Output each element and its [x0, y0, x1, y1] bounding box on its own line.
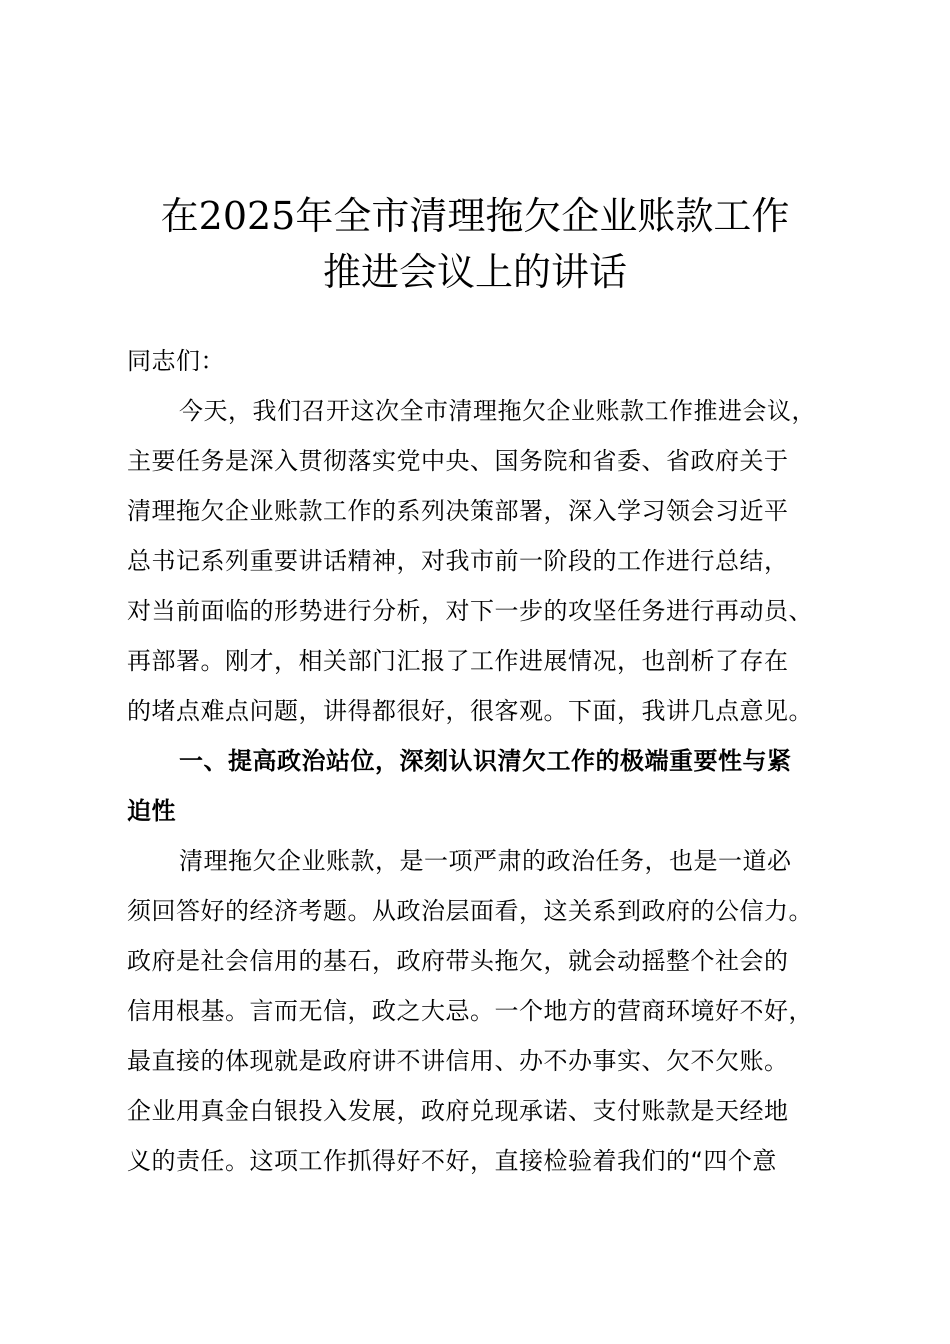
- paragraph-line: 对当前面临的形势进行分析，对下一步的攻坚任务进行再动员、: [127, 597, 813, 625]
- paragraph-line: 义的责任。这项工作抓得好不好，直接检验着我们的“四个意: [127, 1147, 777, 1175]
- speech-body: [127, 336, 850, 1186]
- paragraph-line: 的堵点难点问题，讲得都很好，很客观。下面，我讲几点意见。: [127, 697, 813, 725]
- paragraph-line: 须回答好的经济考题。从政治层面看，这关系到政府的公信力。: [127, 897, 813, 925]
- title-line-1: 在2025年全市清理拖欠企业账款工作: [160, 194, 790, 238]
- paragraph-line: 清理拖欠企业账款工作的系列决策部署，深入学习领会习近平: [127, 497, 789, 525]
- paragraph-line: 清理拖欠企业账款，是一项严肃的政治任务，也是一道必: [179, 847, 792, 875]
- section-heading-line: 一、提高政治站位，深刻认识清欠工作的极端重要性与紧: [179, 747, 792, 775]
- section-heading-line: 迫性: [127, 797, 176, 825]
- paragraph-line: 信用根基。言而无信，政之大忌。一个地方的营商环境好不好，: [127, 997, 813, 1025]
- title-line-2: 推进会议上的讲话: [322, 250, 627, 294]
- salutation: 同志们：: [127, 347, 225, 375]
- paragraph-line: 再部署。刚才，相关部门汇报了工作进展情况，也剖析了存在: [127, 647, 789, 675]
- paragraph-line: 总书记系列重要讲话精神，对我市前一阶段的工作进行总结，: [127, 547, 789, 575]
- paragraph-line: 今天，我们召开这次全市清理拖欠企业账款工作推进会议，: [179, 397, 816, 425]
- paragraph-line: 政府是社会信用的基石，政府带头拖欠，就会动摇整个社会的: [127, 947, 789, 975]
- paragraph-line: 企业用真金白银投入发展，政府兑现承诺、支付账款是天经地: [127, 1097, 789, 1125]
- speech-title: [100, 188, 850, 300]
- paragraph-line: 最直接的体现就是政府讲不讲信用、办不办事实、欠不欠账。: [127, 1047, 789, 1075]
- paragraph-line: 主要任务是深入贯彻落实党中央、国务院和省委、省政府关于: [127, 447, 789, 475]
